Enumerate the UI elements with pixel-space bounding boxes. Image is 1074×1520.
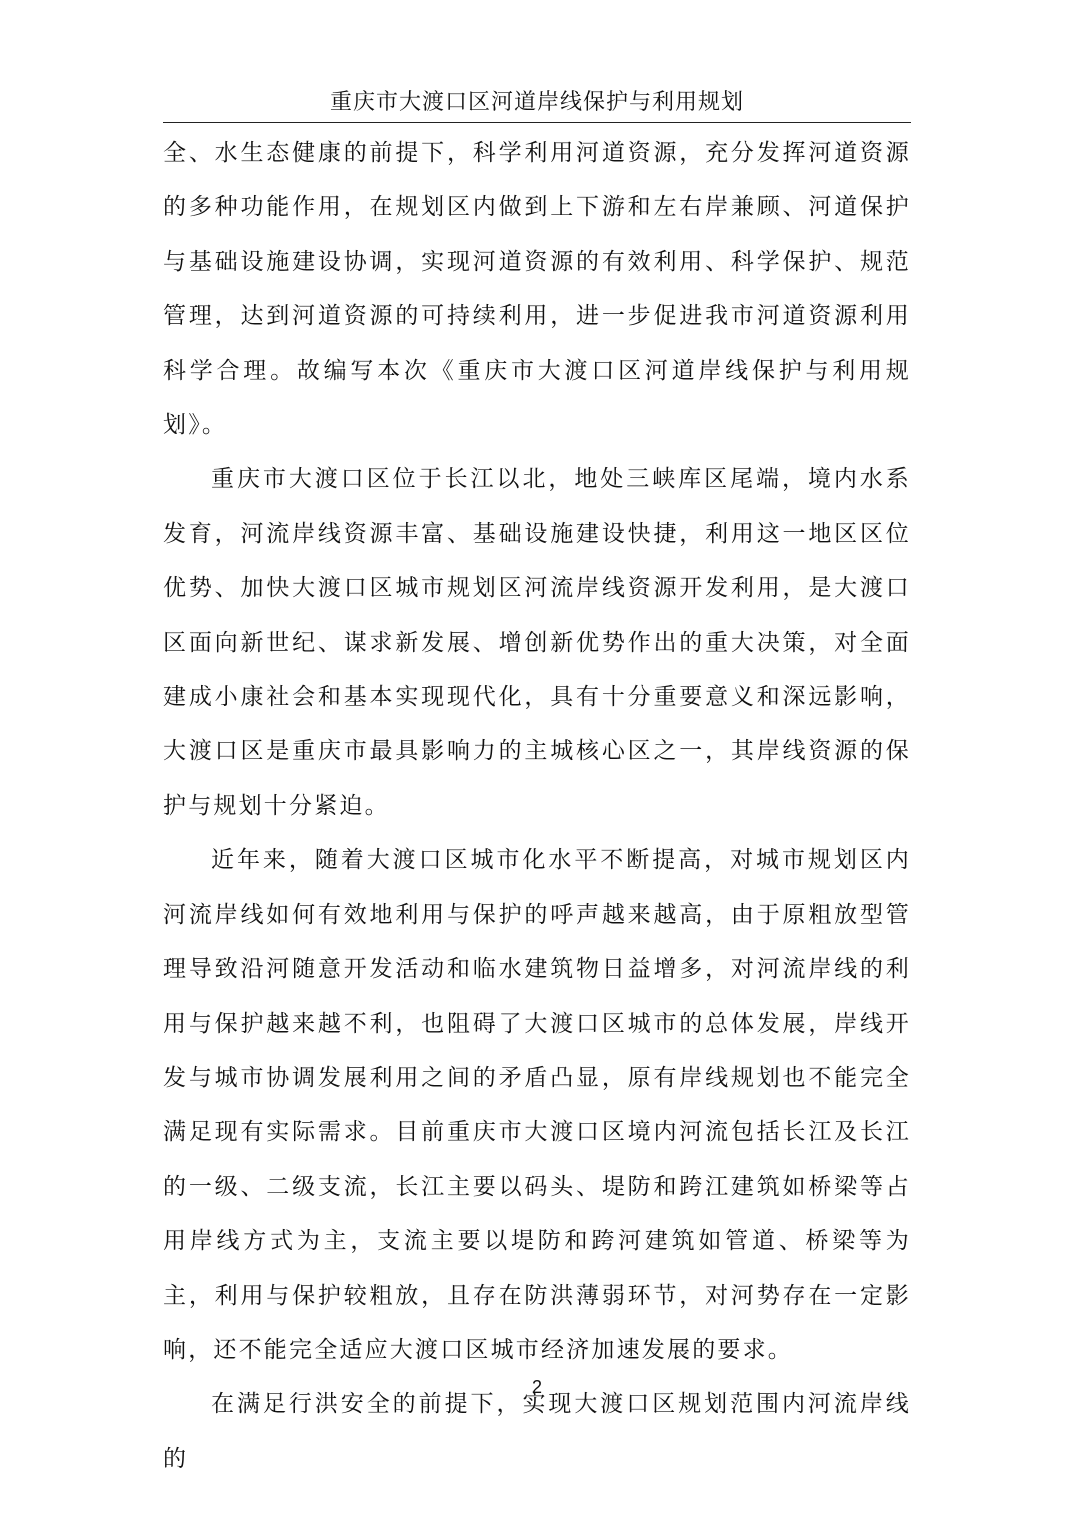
paragraph-4: 在满足行洪安全的前提下，实现大渡口区规划范围内河流岸线的 [163, 1391, 911, 1472]
page-number: 2 [531, 1377, 542, 1397]
document-body [163, 126, 911, 1486]
paragraph-1: 全、水生态健康的前提下，科学利用河道资源，充分发挥河道资源的多种功能作用，在规划区内做到上下游和左右岸兼顾、河道保护与基础设施建设协调，实现河道资源的有效利用、科学保护、规范管理，达到河道资源的可持续利用，进一步促进我市河道资源利用科学合理。故编写本次《重庆市大渡口区河道岸线保护与利用规划》。 [163, 140, 911, 439]
paragraph-2: 重庆市大渡口区位于长江以北，地处三峡库区尾端，境内水系发育，河流岸线资源丰富、基础设施建设快捷，利用这一地区区位优势、加快大渡口区城市规划区河流岸线资源开发利用，是大渡口区面向新世纪、谋求新发展、增创新优势作出的重大决策，对全面建成小康社会和基本实现现代化，具有十分重要意义和深远影响，大渡口区是重庆市最具影响力的主城核心区之一，其岸线资源的保护与规划十分紧迫。 [163, 466, 911, 819]
page-header-title: 重庆市大渡口区河道岸线保护与利用规划 [163, 84, 911, 123]
paragraph-3: 近年来，随着大渡口区城市化水平不断提高，对城市规划区内河流岸线如何有效地利用与保护的呼声越来越高，由于原粗放型管理导致沿河随意开发活动和临水建筑物日益增多，对河流岸线的利用与保护越来越不利，也阻碍了大渡口区城市的总体发展，岸线开发与城市协调发展利用之间的矛盾凸显，原有岸线规划也不能完全满足现有实际需求。目前重庆市大渡口区境内河流包括长江及长江的一级、二级支流，长江主要以码头、堤防和跨江建筑如桥梁等占用岸线方式为主，支流主要以堤防和跨河建筑如管道、桥梁等为主，利用与保护较粗放，且存在防洪薄弱环节，对河势存在一定影响，还不能完全适应大渡口区城市经济加速发展的要求。 [163, 847, 911, 1363]
